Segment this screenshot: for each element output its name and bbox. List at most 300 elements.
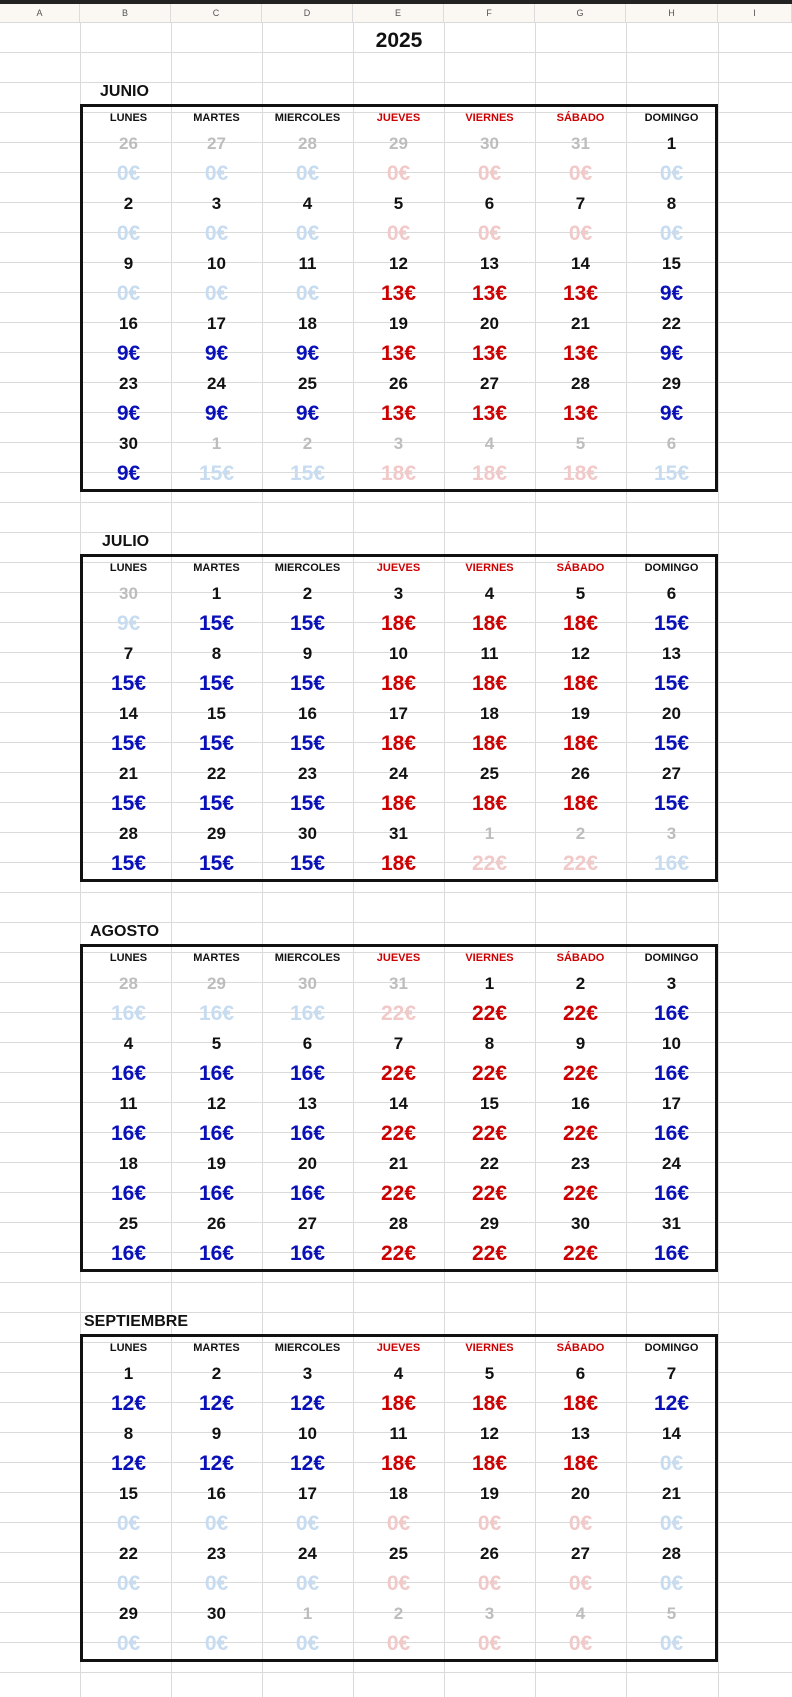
day-price[interactable]: 18€ xyxy=(380,732,417,755)
day-number[interactable]: 2 xyxy=(575,824,586,843)
column-header-c[interactable]: C xyxy=(171,4,262,22)
day-price[interactable]: 9€ xyxy=(295,342,320,365)
day-price[interactable]: 0€ xyxy=(204,1512,229,1535)
day-number[interactable]: 29 xyxy=(207,824,226,843)
day-price[interactable]: 16€ xyxy=(653,1242,690,1265)
month-title-junio[interactable]: JUNIO xyxy=(100,83,149,100)
day-number[interactable]: 10 xyxy=(207,254,226,273)
day-number[interactable]: 26 xyxy=(389,374,408,393)
day-price[interactable]: 15€ xyxy=(198,672,235,695)
day-price[interactable]: 18€ xyxy=(380,792,417,815)
day-price[interactable]: 22€ xyxy=(562,1242,599,1265)
day-price[interactable]: 9€ xyxy=(116,402,141,425)
day-price[interactable]: 22€ xyxy=(380,1242,417,1265)
day-price[interactable]: 0€ xyxy=(116,1512,141,1535)
day-price[interactable]: 16€ xyxy=(110,1122,147,1145)
day-number[interactable]: 22 xyxy=(480,1154,499,1173)
day-number[interactable]: 6 xyxy=(666,434,677,453)
day-price[interactable]: 16€ xyxy=(653,852,690,875)
day-price[interactable]: 18€ xyxy=(562,612,599,635)
weekday-header[interactable]: LUNES xyxy=(109,562,148,574)
day-number[interactable]: 5 xyxy=(393,194,404,213)
day-number[interactable]: 9 xyxy=(123,254,134,273)
day-number[interactable]: 6 xyxy=(575,1364,586,1383)
day-number[interactable]: 2 xyxy=(302,584,313,603)
day-price[interactable]: 16€ xyxy=(653,1002,690,1025)
day-price[interactable]: 22€ xyxy=(562,852,599,875)
day-number[interactable]: 11 xyxy=(389,1424,408,1443)
column-header-i[interactable]: I xyxy=(718,4,792,22)
day-price[interactable]: 15€ xyxy=(110,792,147,815)
day-price[interactable]: 15€ xyxy=(110,852,147,875)
day-price[interactable]: 16€ xyxy=(198,1002,235,1025)
day-price[interactable]: 16€ xyxy=(289,1182,326,1205)
day-price[interactable]: 15€ xyxy=(653,462,690,485)
day-price[interactable]: 9€ xyxy=(204,342,229,365)
day-price[interactable]: 16€ xyxy=(198,1242,235,1265)
day-price[interactable]: 15€ xyxy=(653,732,690,755)
day-number[interactable]: 17 xyxy=(207,314,226,333)
weekday-header[interactable]: LUNES xyxy=(109,1342,148,1354)
day-price[interactable]: 16€ xyxy=(289,1062,326,1085)
day-number[interactable]: 20 xyxy=(662,704,681,723)
day-price[interactable]: 9€ xyxy=(659,342,684,365)
day-price[interactable]: 18€ xyxy=(562,732,599,755)
weekday-header[interactable]: MARTES xyxy=(193,952,240,964)
day-price[interactable]: 0€ xyxy=(659,1452,684,1475)
day-price[interactable]: 12€ xyxy=(289,1452,326,1475)
day-number[interactable]: 13 xyxy=(571,1424,590,1443)
day-price[interactable]: 0€ xyxy=(295,1512,320,1535)
day-number[interactable]: 21 xyxy=(119,764,138,783)
day-number[interactable]: 27 xyxy=(571,1544,590,1563)
day-price[interactable]: 0€ xyxy=(477,222,502,245)
day-price[interactable]: 16€ xyxy=(198,1182,235,1205)
day-number[interactable]: 4 xyxy=(123,1034,134,1053)
day-number[interactable]: 28 xyxy=(119,824,138,843)
day-number[interactable]: 26 xyxy=(207,1214,226,1233)
day-price[interactable]: 22€ xyxy=(471,852,508,875)
day-number[interactable]: 19 xyxy=(389,314,408,333)
day-price[interactable]: 15€ xyxy=(653,792,690,815)
day-price[interactable]: 15€ xyxy=(110,732,147,755)
day-number[interactable]: 28 xyxy=(298,134,317,153)
month-title-agosto[interactable]: AGOSTO xyxy=(90,923,160,940)
day-number[interactable]: 3 xyxy=(666,824,677,843)
weekday-header[interactable]: MIERCOLES xyxy=(274,562,341,574)
day-price[interactable]: 22€ xyxy=(562,1122,599,1145)
weekday-header[interactable]: JUEVES xyxy=(376,112,421,124)
day-price[interactable]: 18€ xyxy=(562,792,599,815)
day-number[interactable]: 16 xyxy=(571,1094,590,1113)
day-price[interactable]: 13€ xyxy=(380,402,417,425)
day-price[interactable]: 0€ xyxy=(659,222,684,245)
day-price[interactable]: 22€ xyxy=(380,1122,417,1145)
day-number[interactable]: 25 xyxy=(298,374,317,393)
day-number[interactable]: 18 xyxy=(480,704,499,723)
day-number[interactable]: 31 xyxy=(571,134,590,153)
day-price[interactable]: 16€ xyxy=(289,1002,326,1025)
day-number[interactable]: 27 xyxy=(480,374,499,393)
day-number[interactable]: 10 xyxy=(389,644,408,663)
day-price[interactable]: 12€ xyxy=(198,1452,235,1475)
day-price[interactable]: 0€ xyxy=(568,1632,593,1655)
column-header-f[interactable]: F xyxy=(444,4,535,22)
day-number[interactable]: 15 xyxy=(662,254,681,273)
day-price[interactable]: 9€ xyxy=(116,612,141,635)
weekday-header[interactable]: DOMINGO xyxy=(644,952,699,964)
day-price[interactable]: 16€ xyxy=(110,1002,147,1025)
day-price[interactable]: 18€ xyxy=(471,672,508,695)
day-number[interactable]: 22 xyxy=(119,1544,138,1563)
day-number[interactable]: 5 xyxy=(211,1034,222,1053)
day-number[interactable]: 11 xyxy=(298,254,317,273)
day-price[interactable]: 0€ xyxy=(116,162,141,185)
day-number[interactable]: 21 xyxy=(389,1154,408,1173)
day-number[interactable]: 1 xyxy=(484,824,495,843)
day-price[interactable]: 0€ xyxy=(386,222,411,245)
day-number[interactable]: 23 xyxy=(207,1544,226,1563)
day-number[interactable]: 16 xyxy=(298,704,317,723)
day-number[interactable]: 2 xyxy=(575,974,586,993)
day-number[interactable]: 1 xyxy=(666,134,677,153)
day-number[interactable]: 10 xyxy=(298,1424,317,1443)
day-price[interactable]: 0€ xyxy=(568,162,593,185)
day-number[interactable]: 5 xyxy=(575,584,586,603)
weekday-header[interactable]: VIERNES xyxy=(465,1342,514,1354)
day-number[interactable]: 2 xyxy=(393,1604,404,1623)
weekday-header[interactable]: DOMINGO xyxy=(644,1342,699,1354)
day-number[interactable]: 30 xyxy=(571,1214,590,1233)
day-number[interactable]: 15 xyxy=(207,704,226,723)
weekday-header[interactable]: MARTES xyxy=(193,562,240,574)
weekday-header[interactable]: MIERCOLES xyxy=(274,112,341,124)
day-number[interactable]: 25 xyxy=(480,764,499,783)
day-number[interactable]: 18 xyxy=(389,1484,408,1503)
day-number[interactable]: 24 xyxy=(207,374,226,393)
day-number[interactable]: 11 xyxy=(480,644,499,663)
day-number[interactable]: 1 xyxy=(484,974,495,993)
day-number[interactable]: 14 xyxy=(119,704,138,723)
day-number[interactable]: 8 xyxy=(123,1424,134,1443)
weekday-header[interactable]: DOMINGO xyxy=(644,562,699,574)
day-price[interactable]: 18€ xyxy=(471,612,508,635)
day-price[interactable]: 22€ xyxy=(562,1062,599,1085)
column-header-h[interactable]: H xyxy=(626,4,718,22)
day-price[interactable]: 22€ xyxy=(471,1062,508,1085)
day-price[interactable]: 0€ xyxy=(295,162,320,185)
column-header-d[interactable]: D xyxy=(262,4,353,22)
day-price[interactable]: 18€ xyxy=(471,732,508,755)
weekday-header[interactable]: MARTES xyxy=(193,1342,240,1354)
day-number[interactable]: 23 xyxy=(298,764,317,783)
day-number[interactable]: 2 xyxy=(302,434,313,453)
day-number[interactable]: 20 xyxy=(480,314,499,333)
day-number[interactable]: 28 xyxy=(389,1214,408,1233)
weekday-header[interactable]: SÁBADO xyxy=(556,952,605,964)
day-price[interactable]: 13€ xyxy=(562,342,599,365)
day-price[interactable]: 18€ xyxy=(380,612,417,635)
day-price[interactable]: 0€ xyxy=(659,1512,684,1535)
day-price[interactable]: 22€ xyxy=(380,1062,417,1085)
day-price[interactable]: 15€ xyxy=(110,672,147,695)
day-number[interactable]: 27 xyxy=(207,134,226,153)
day-price[interactable]: 15€ xyxy=(289,612,326,635)
weekday-header[interactable]: JUEVES xyxy=(376,1342,421,1354)
day-number[interactable]: 3 xyxy=(666,974,677,993)
day-number[interactable]: 2 xyxy=(123,194,134,213)
day-price[interactable]: 16€ xyxy=(110,1062,147,1085)
day-number[interactable]: 26 xyxy=(571,764,590,783)
day-price[interactable]: 15€ xyxy=(289,852,326,875)
day-price[interactable]: 15€ xyxy=(198,462,235,485)
day-price[interactable]: 0€ xyxy=(386,1632,411,1655)
day-price[interactable]: 0€ xyxy=(477,1572,502,1595)
day-number[interactable]: 5 xyxy=(484,1364,495,1383)
day-price[interactable]: 0€ xyxy=(659,1572,684,1595)
day-price[interactable]: 0€ xyxy=(295,1572,320,1595)
weekday-header[interactable]: MARTES xyxy=(193,112,240,124)
day-number[interactable]: 23 xyxy=(119,374,138,393)
day-number[interactable]: 3 xyxy=(393,434,404,453)
day-number[interactable]: 6 xyxy=(484,194,495,213)
day-number[interactable]: 4 xyxy=(484,434,495,453)
day-number[interactable]: 29 xyxy=(662,374,681,393)
day-number[interactable]: 24 xyxy=(389,764,408,783)
weekday-header[interactable]: MIERCOLES xyxy=(274,952,341,964)
day-number[interactable]: 11 xyxy=(119,1094,138,1113)
day-number[interactable]: 7 xyxy=(123,644,134,663)
day-price[interactable]: 9€ xyxy=(659,282,684,305)
day-number[interactable]: 31 xyxy=(389,974,408,993)
day-number[interactable]: 2 xyxy=(211,1364,222,1383)
weekday-header[interactable]: SÁBADO xyxy=(556,1342,605,1354)
day-number[interactable]: 27 xyxy=(662,764,681,783)
day-price[interactable]: 18€ xyxy=(471,462,508,485)
day-price[interactable]: 18€ xyxy=(562,672,599,695)
day-price[interactable]: 0€ xyxy=(204,1572,229,1595)
day-number[interactable]: 19 xyxy=(207,1154,226,1173)
day-number[interactable]: 21 xyxy=(662,1484,681,1503)
weekday-header[interactable]: DOMINGO xyxy=(644,112,699,124)
day-number[interactable]: 4 xyxy=(484,584,495,603)
day-price[interactable]: 22€ xyxy=(471,1182,508,1205)
day-number[interactable]: 14 xyxy=(389,1094,408,1113)
day-price[interactable]: 0€ xyxy=(568,1512,593,1535)
day-price[interactable]: 22€ xyxy=(471,1242,508,1265)
day-price[interactable]: 18€ xyxy=(562,462,599,485)
day-price[interactable]: 18€ xyxy=(380,1392,417,1415)
day-price[interactable]: 16€ xyxy=(110,1182,147,1205)
day-price[interactable]: 0€ xyxy=(204,282,229,305)
day-price[interactable]: 18€ xyxy=(380,672,417,695)
day-price[interactable]: 13€ xyxy=(471,342,508,365)
day-price[interactable]: 12€ xyxy=(198,1392,235,1415)
day-price[interactable]: 12€ xyxy=(653,1392,690,1415)
day-number[interactable]: 17 xyxy=(662,1094,681,1113)
day-price[interactable]: 12€ xyxy=(289,1392,326,1415)
day-number[interactable]: 26 xyxy=(480,1544,499,1563)
day-number[interactable]: 8 xyxy=(666,194,677,213)
day-number[interactable]: 6 xyxy=(302,1034,313,1053)
day-number[interactable]: 8 xyxy=(211,644,222,663)
day-number[interactable]: 29 xyxy=(119,1604,138,1623)
column-header-b[interactable]: B xyxy=(80,4,171,22)
day-number[interactable]: 24 xyxy=(298,1544,317,1563)
day-price[interactable]: 16€ xyxy=(653,1122,690,1145)
day-number[interactable]: 28 xyxy=(119,974,138,993)
day-price[interactable]: 18€ xyxy=(380,852,417,875)
day-number[interactable]: 1 xyxy=(302,1604,313,1623)
day-price[interactable]: 16€ xyxy=(289,1242,326,1265)
day-number[interactable]: 29 xyxy=(480,1214,499,1233)
weekday-header[interactable]: VIERNES xyxy=(465,952,514,964)
day-price[interactable]: 22€ xyxy=(380,1182,417,1205)
day-number[interactable]: 25 xyxy=(119,1214,138,1233)
day-number[interactable]: 1 xyxy=(211,584,222,603)
day-number[interactable]: 3 xyxy=(211,194,222,213)
day-price[interactable]: 16€ xyxy=(198,1122,235,1145)
day-number[interactable]: 8 xyxy=(484,1034,495,1053)
column-header-g[interactable]: G xyxy=(535,4,626,22)
day-price[interactable]: 13€ xyxy=(562,282,599,305)
day-price[interactable]: 22€ xyxy=(380,1002,417,1025)
day-number[interactable]: 28 xyxy=(571,374,590,393)
weekday-header[interactable]: JUEVES xyxy=(376,952,421,964)
day-price[interactable]: 9€ xyxy=(659,402,684,425)
day-number[interactable]: 9 xyxy=(302,644,313,663)
day-number[interactable]: 7 xyxy=(666,1364,677,1383)
day-price[interactable]: 16€ xyxy=(198,1062,235,1085)
day-number[interactable]: 1 xyxy=(123,1364,134,1383)
day-number[interactable]: 7 xyxy=(393,1034,404,1053)
day-number[interactable]: 4 xyxy=(393,1364,404,1383)
day-number[interactable]: 3 xyxy=(484,1604,495,1623)
day-number[interactable]: 30 xyxy=(298,974,317,993)
day-price[interactable]: 0€ xyxy=(295,1632,320,1655)
day-price[interactable]: 12€ xyxy=(110,1452,147,1475)
day-price[interactable]: 16€ xyxy=(110,1242,147,1265)
day-number[interactable]: 19 xyxy=(571,704,590,723)
day-price[interactable]: 15€ xyxy=(653,672,690,695)
day-price[interactable]: 9€ xyxy=(116,462,141,485)
day-number[interactable]: 22 xyxy=(662,314,681,333)
day-price[interactable]: 13€ xyxy=(380,282,417,305)
day-price[interactable]: 0€ xyxy=(386,1572,411,1595)
day-number[interactable]: 30 xyxy=(207,1604,226,1623)
day-price[interactable]: 0€ xyxy=(204,162,229,185)
day-number[interactable]: 7 xyxy=(575,194,586,213)
day-price[interactable]: 13€ xyxy=(380,342,417,365)
weekday-header[interactable]: SÁBADO xyxy=(556,112,605,124)
weekday-header[interactable]: SÁBADO xyxy=(556,562,605,574)
day-price[interactable]: 0€ xyxy=(116,1632,141,1655)
day-price[interactable]: 15€ xyxy=(289,732,326,755)
day-number[interactable]: 16 xyxy=(207,1484,226,1503)
weekday-header[interactable]: VIERNES xyxy=(465,112,514,124)
day-number[interactable]: 6 xyxy=(666,584,677,603)
day-number[interactable]: 12 xyxy=(389,254,408,273)
day-number[interactable]: 17 xyxy=(389,704,408,723)
day-price[interactable]: 15€ xyxy=(198,732,235,755)
day-number[interactable]: 5 xyxy=(666,1604,677,1623)
day-number[interactable]: 27 xyxy=(298,1214,317,1233)
day-price[interactable]: 9€ xyxy=(295,402,320,425)
column-header-a[interactable]: A xyxy=(0,4,80,22)
day-price[interactable]: 18€ xyxy=(380,1452,417,1475)
day-number[interactable]: 16 xyxy=(119,314,138,333)
day-number[interactable]: 12 xyxy=(480,1424,499,1443)
day-price[interactable]: 0€ xyxy=(568,1572,593,1595)
weekday-header[interactable]: LUNES xyxy=(109,112,148,124)
day-price[interactable]: 16€ xyxy=(653,1182,690,1205)
month-title-septiembre[interactable]: SEPTIEMBRE xyxy=(84,1313,189,1330)
day-price[interactable]: 0€ xyxy=(477,162,502,185)
day-number[interactable]: 9 xyxy=(575,1034,586,1053)
day-price[interactable]: 15€ xyxy=(289,792,326,815)
day-number[interactable]: 1 xyxy=(211,434,222,453)
day-number[interactable]: 12 xyxy=(571,644,590,663)
day-number[interactable]: 15 xyxy=(480,1094,499,1113)
day-number[interactable]: 18 xyxy=(119,1154,138,1173)
day-price[interactable]: 0€ xyxy=(568,222,593,245)
day-price[interactable]: 15€ xyxy=(198,852,235,875)
day-number[interactable]: 9 xyxy=(211,1424,222,1443)
year-title[interactable]: 2025 xyxy=(375,29,423,52)
weekday-header[interactable]: LUNES xyxy=(109,952,148,964)
day-price[interactable]: 16€ xyxy=(653,1062,690,1085)
day-number[interactable]: 31 xyxy=(389,824,408,843)
day-price[interactable]: 18€ xyxy=(380,462,417,485)
day-price[interactable]: 0€ xyxy=(116,282,141,305)
day-price[interactable]: 0€ xyxy=(659,1632,684,1655)
day-number[interactable]: 30 xyxy=(298,824,317,843)
day-number[interactable]: 13 xyxy=(662,644,681,663)
day-price[interactable]: 18€ xyxy=(471,1452,508,1475)
day-number[interactable]: 26 xyxy=(119,134,138,153)
day-price[interactable]: 22€ xyxy=(471,1002,508,1025)
day-number[interactable]: 31 xyxy=(662,1214,681,1233)
day-price[interactable]: 0€ xyxy=(116,1572,141,1595)
day-number[interactable]: 4 xyxy=(302,194,313,213)
day-number[interactable]: 24 xyxy=(662,1154,681,1173)
day-price[interactable]: 22€ xyxy=(562,1182,599,1205)
day-price[interactable]: 0€ xyxy=(204,1632,229,1655)
day-price[interactable]: 15€ xyxy=(289,672,326,695)
day-price[interactable]: 0€ xyxy=(295,282,320,305)
day-price[interactable]: 12€ xyxy=(110,1392,147,1415)
day-number[interactable]: 30 xyxy=(480,134,499,153)
day-price[interactable]: 18€ xyxy=(562,1392,599,1415)
day-price[interactable]: 22€ xyxy=(562,1002,599,1025)
day-price[interactable]: 22€ xyxy=(471,1122,508,1145)
day-price[interactable]: 18€ xyxy=(471,1392,508,1415)
day-price[interactable]: 18€ xyxy=(562,1452,599,1475)
day-number[interactable]: 3 xyxy=(393,584,404,603)
day-price[interactable]: 0€ xyxy=(295,222,320,245)
month-title-julio[interactable]: JULIO xyxy=(102,533,150,550)
day-number[interactable]: 19 xyxy=(480,1484,499,1503)
day-price[interactable]: 0€ xyxy=(477,1632,502,1655)
day-price[interactable]: 9€ xyxy=(204,402,229,425)
day-price[interactable]: 9€ xyxy=(116,342,141,365)
day-number[interactable]: 13 xyxy=(480,254,499,273)
day-number[interactable]: 30 xyxy=(119,584,138,603)
day-price[interactable]: 15€ xyxy=(198,792,235,815)
day-number[interactable]: 13 xyxy=(298,1094,317,1113)
day-price[interactable]: 13€ xyxy=(562,402,599,425)
day-number[interactable]: 23 xyxy=(571,1154,590,1173)
